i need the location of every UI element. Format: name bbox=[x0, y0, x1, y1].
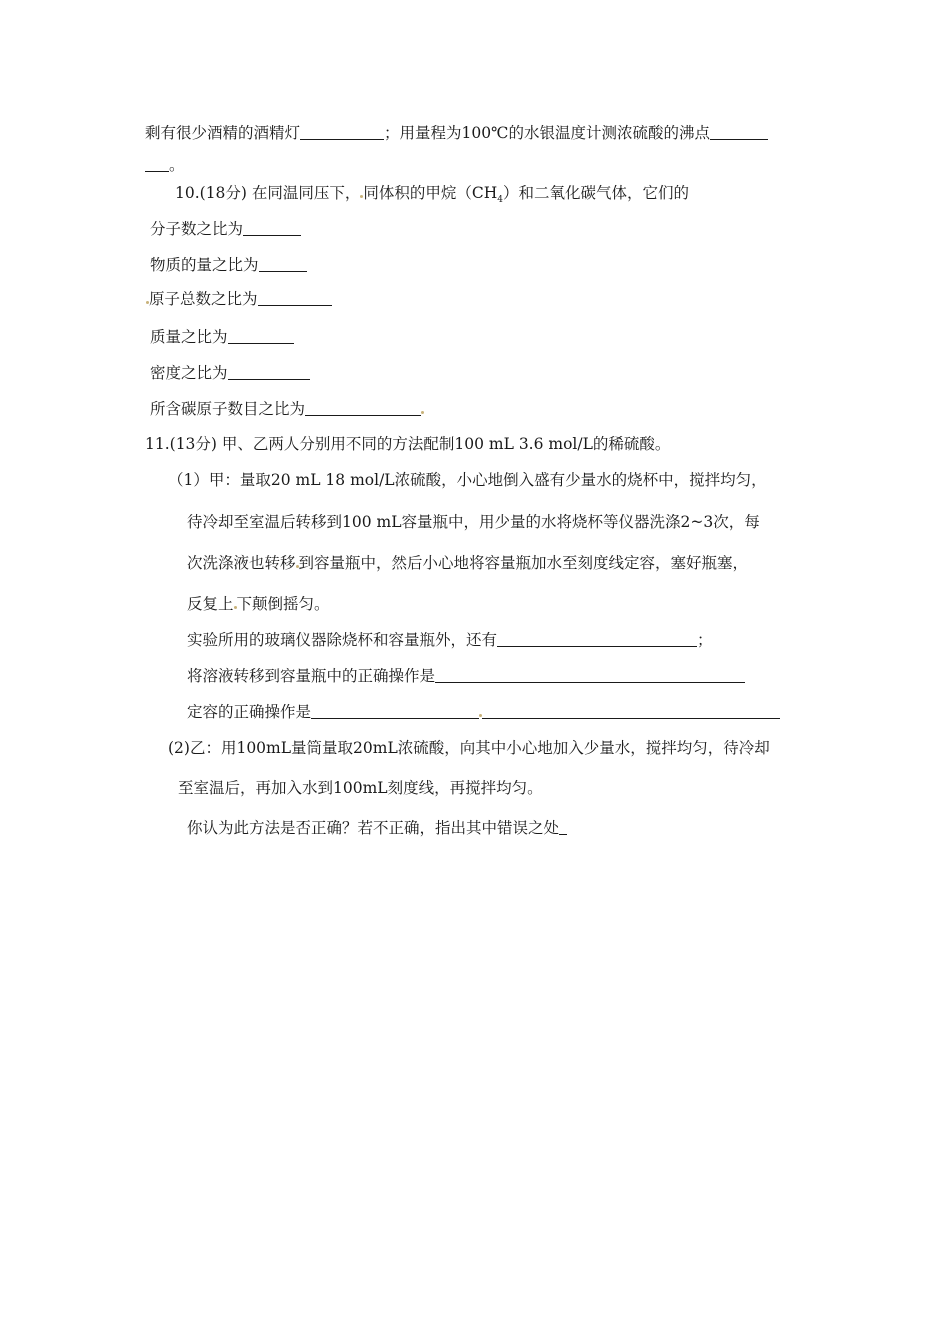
q11-stem bbox=[145, 434, 670, 454]
q10-stem-sub: 4 bbox=[497, 195, 504, 206]
q10-item-label: 质量之比为 bbox=[150, 328, 228, 346]
q11-part2-text: 至室温后，再加入水到100mL刻度线，再搅拌均匀。 bbox=[178, 779, 543, 797]
q11-ask-end: ； bbox=[697, 631, 713, 649]
q10-stem bbox=[175, 183, 689, 210]
q10-stem-b: 同体积的甲烷（CH bbox=[363, 184, 498, 202]
q10-item-2 bbox=[150, 255, 307, 275]
q10-item-5 bbox=[150, 363, 310, 383]
answer-blank[interactable] bbox=[243, 221, 301, 236]
answer-blank[interactable] bbox=[482, 704, 780, 719]
q11-part1-text: 次洗涤液也转移 bbox=[187, 554, 296, 572]
q11-part1-text: 下颠倒摇匀。 bbox=[236, 595, 330, 613]
q11-ask-2 bbox=[187, 666, 745, 686]
answer-blank[interactable] bbox=[258, 291, 332, 306]
q9-line-1 bbox=[145, 123, 768, 143]
q9-end: 。 bbox=[169, 156, 185, 174]
answer-blank[interactable] bbox=[311, 704, 479, 719]
q10-item-label: 分子数之比为 bbox=[150, 220, 244, 238]
answer-blank[interactable] bbox=[300, 125, 384, 140]
q10-stem-a: 10.(18分) 在同温同压下， bbox=[175, 184, 361, 202]
q10-stem-c: ）和二氧化碳气体，它们的 bbox=[503, 184, 690, 202]
q9-text-a: 剩有很少酒精的酒精灯 bbox=[145, 124, 301, 142]
q9-text-b: ；用量程为100℃的水银温度计测浓硫酸的沸点 bbox=[384, 124, 710, 142]
q11-part1-text: 到容量瓶中，然后小心地将容量瓶加水至刻度线定容，塞好瓶塞， bbox=[298, 554, 749, 572]
q9-line-2 bbox=[145, 155, 185, 175]
answer-blank[interactable] bbox=[145, 157, 169, 172]
q11-part2-line2 bbox=[178, 778, 543, 798]
q11-part1-line4 bbox=[187, 594, 330, 614]
answer-blank[interactable] bbox=[259, 257, 307, 272]
q11-part1-text: 待冷却至室温后转移到100 mL容量瓶中，用少量的水将烧杯等仪器洗涤2~3次，每 bbox=[187, 513, 760, 531]
q11-part1-line1 bbox=[168, 470, 767, 490]
q11-stem-text: 11.(13分) 甲、乙两人分别用不同的方法配制100 mL 3.6 mol/L的稀硫酸。 bbox=[145, 435, 671, 453]
q11-ask-text: 定容的正确操作是 bbox=[187, 703, 312, 721]
answer-blank[interactable] bbox=[435, 668, 745, 683]
answer-blank[interactable] bbox=[305, 401, 421, 416]
q11-ask-text: 实验所用的玻璃仪器除烧杯和容量瓶外，还有 bbox=[187, 631, 498, 649]
q10-item-label: 密度之比为 bbox=[150, 364, 228, 382]
q11-part1-text: 反复上 bbox=[187, 595, 234, 613]
q11-ask-1 bbox=[187, 630, 713, 650]
q10-item-1 bbox=[150, 219, 301, 239]
answer-blank[interactable] bbox=[228, 365, 310, 380]
q11-ask-text: 将溶液转移到容量瓶中的正确操作是 bbox=[187, 667, 436, 685]
answer-blank[interactable] bbox=[228, 329, 294, 344]
q10-item-label: 原子总数之比为 bbox=[149, 290, 258, 308]
q10-item-label: 所含碳原子数目之比为 bbox=[150, 400, 306, 418]
q11-part2-line1 bbox=[168, 738, 770, 758]
q11-part1-line3 bbox=[187, 553, 748, 573]
answer-blank[interactable] bbox=[710, 125, 768, 140]
q11-ask-4 bbox=[187, 818, 567, 838]
q10-item-4 bbox=[150, 327, 294, 347]
q11-ask-3 bbox=[187, 702, 780, 722]
q11-part2-text: (2)乙：用100mL量筒量取20mL浓硫酸，向其中小心地加入少量水，搅拌均匀，待冷却 bbox=[168, 739, 770, 757]
q11-ask-text: 你认为此方法是否正确？若不正确，指出其中错误之处 bbox=[187, 819, 560, 837]
q11-part1-text: （1）甲：量取20 mL 18 mol/L浓硫酸，小心地倒入盛有少量水的烧杯中，搅拌均匀， bbox=[168, 471, 767, 489]
q11-part1-line2 bbox=[187, 512, 760, 532]
q10-item-3 bbox=[146, 289, 332, 309]
answer-blank[interactable] bbox=[559, 820, 567, 835]
mark-dot bbox=[421, 411, 424, 414]
q10-item-label: 物质的量之比为 bbox=[150, 256, 259, 274]
answer-blank[interactable] bbox=[497, 632, 697, 647]
q10-item-6 bbox=[150, 399, 424, 419]
